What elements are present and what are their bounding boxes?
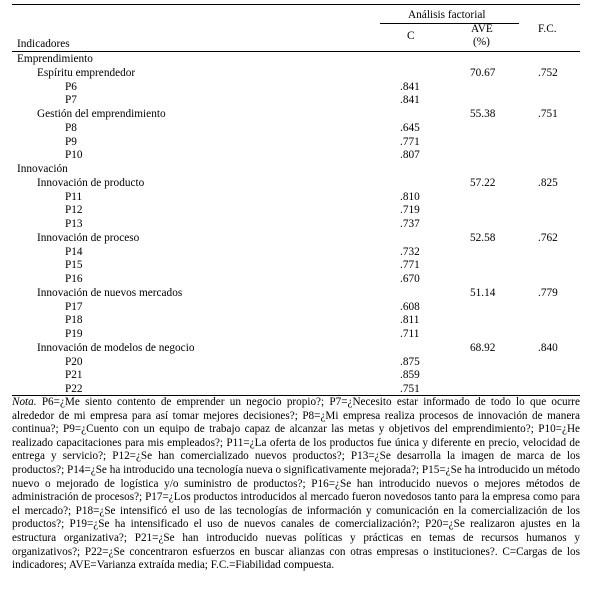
indicator-label: P11 <box>65 190 83 203</box>
table-note <box>12 396 580 573</box>
indicator-label: P9 <box>65 135 77 148</box>
cell-c: .811 <box>400 314 420 327</box>
cell-c: .719 <box>400 204 420 217</box>
indicator-label: P14 <box>65 245 83 258</box>
note-label: Nota. <box>12 396 37 408</box>
cell-c: .670 <box>400 273 420 285</box>
construct-label: Innovación <box>17 163 68 175</box>
construct-label: Emprendimiento <box>17 53 93 65</box>
header-c: C <box>407 30 415 42</box>
cell-c: .810 <box>400 190 420 203</box>
cell-fc: .840 <box>538 341 558 354</box>
cell-fc: .762 <box>538 231 558 244</box>
indicator-label: P22 <box>65 383 83 395</box>
cell-c: .859 <box>400 369 420 382</box>
cell-c: .645 <box>400 121 420 134</box>
header-ave: AVE <box>471 23 493 35</box>
cell-c: .807 <box>400 149 420 162</box>
note-text: P6=¿Me siento contento de emprender un negocio propio?; P7=¿Necesito estar informado de todo lo que ocurre alrededor de mi empresa para así tomar mejores decisiones?; P8=¿Mi empresa realiza procesos de innovación de manera continua?; P9=¿Cuento con un equipo de trabajo capaz de alcanzar las metas y objetivos del emprendimiento?; P10=¿He realizado capacitaciones para mis empleados?; P11=¿La oferta de los productos fue única y diferente en precio, velocidad de entrega y servicio?; P12=¿Se han comercializado nuevos productos?; P13=¿Se desarrolla la imagen de marca de los productos?; P14=¿Se ha introducido una tecnología nueva o significativamente mejorada?; P15=¿Se ha introducido un método nuevo o mejorado de logística y/o suministro de productos?; P16=¿Se han introducido nuevos o mejores métodos de administración de procesos?; P17=¿Los productos introducidos al mercado fueron novedosos tanto para la empresa como para el mercado?; P18=¿Se intensificó el uso de las tecnologías de información y comunicación en la comercialización de los productos?; P19=¿Se ha intensificado el uso de nuevos canales de comercialización?; P20=¿Se realizaron ajustes en la estructura organizativa?; P21=¿Se han introducido nuevas políticas y prácticas en temas de recursos humanos y organizativos?; P22=¿Se concentraron esfuerzos en buscar alianzas con otras empresas o instituciones?. C=Cargas de los indicadores; AVE=Varianza extraída media; F.C.=Fiabilidad compuesta. <box>12 396 580 572</box>
header-ave-unit: (%) <box>473 36 490 48</box>
cell-c: .732 <box>400 245 420 258</box>
indicator-label: P7 <box>65 94 77 107</box>
indicator-label: P21 <box>65 369 83 382</box>
cell-ave: 55.38 <box>470 108 496 120</box>
cell-fc: .752 <box>538 66 558 79</box>
cell-c: .711 <box>400 328 420 340</box>
indicator-label: P18 <box>65 314 83 327</box>
cell-ave: 68.92 <box>470 341 496 354</box>
indicator-label: P8 <box>65 121 77 134</box>
cell-ave: 70.67 <box>470 66 496 79</box>
cell-c: .751 <box>400 383 420 395</box>
cell-c: .841 <box>400 80 420 93</box>
indicator-label: P15 <box>65 259 83 272</box>
cell-c: .737 <box>400 218 420 230</box>
dimension-label: Innovación de nuevos mercados <box>37 286 183 299</box>
indicator-label: P13 <box>65 218 83 230</box>
dimension-label: Innovación de proceso <box>37 231 140 244</box>
indicator-label: P20 <box>65 355 83 368</box>
dimension-label: Gestión del emprendimiento <box>37 108 166 120</box>
header-group-rule <box>380 23 519 24</box>
cell-c: .771 <box>400 135 420 148</box>
cell-c: .875 <box>400 355 420 368</box>
indicator-label: P6 <box>65 80 77 93</box>
cell-c: .608 <box>400 300 420 313</box>
header-indicadores: Indicadores <box>17 38 70 50</box>
dimension-label: Innovación de modelos de negocio <box>37 341 195 354</box>
cell-fc: .751 <box>538 108 558 120</box>
table-top-rule <box>12 4 580 5</box>
indicator-label: P16 <box>65 273 83 285</box>
header-fc: F.C. <box>538 23 557 35</box>
dimension-label: Innovación de producto <box>37 176 145 189</box>
header-analisis-factorial: Análisis factorial <box>408 9 486 21</box>
indicator-label: P10 <box>65 149 83 162</box>
header-bottom-rule <box>12 51 580 52</box>
cell-ave: 57.22 <box>470 176 496 189</box>
cell-ave: 52.58 <box>470 231 496 244</box>
cell-c: .841 <box>400 94 420 107</box>
dimension-label: Espíritu emprendedor <box>37 66 136 79</box>
indicator-label: P19 <box>65 328 83 340</box>
cell-ave: 51.14 <box>470 286 496 299</box>
indicator-label: P12 <box>65 204 83 217</box>
cell-fc: .779 <box>538 286 558 299</box>
cell-fc: .825 <box>538 176 558 189</box>
indicator-label: P17 <box>65 300 83 313</box>
cell-c: .771 <box>400 259 420 272</box>
